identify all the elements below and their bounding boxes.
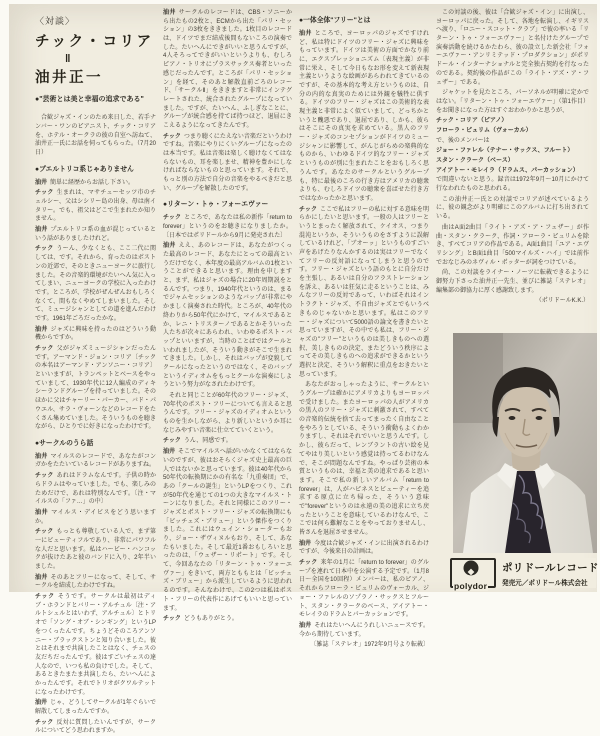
dialogue-paragraph: 油井 今度は合歓ジャズ・インに出演されるわけですが、今後来日の計画は。	[299, 540, 429, 556]
dialogue-paragraph: チック つまり聴くにたえない音楽だというわけですね。音楽にやりにくいグループになったのは本当です。私は音楽は楽しく聴けなくてはならないもの、耳を楽しませ、精神を豊かにしなければならないものと思っています。それで、もっと別の方法で自分の音楽をやるべきだと思い、グループを解散したのです。	[163, 133, 292, 192]
speaker-label: チック	[35, 246, 54, 253]
equals-mark: ‖	[65, 53, 71, 66]
dialogue-paragraph: 油井 簡単に経歴からお話し下さい。	[35, 179, 135, 186]
speaker-label: 油井	[163, 10, 176, 16]
speaker-label: 油井	[35, 700, 48, 707]
dialogue-paragraph: チック うーん、少なくとも、ここ二代に関しては、です。それから、育ったのはボストンの近郊で、そのときニューヨークに旅行しました。その音楽的環境がたいへん気に入ってしまい、ニューヨークの学校に入ったわけです。ところが、学校がぜんぜんおもしろくなくて、間もなくやめてしまいました。そして、ミュージシャンとしての道を進んだわけです。1961年ごろだったかな。	[35, 246, 156, 322]
speaker-label: 油井	[35, 453, 48, 460]
paragraph: 尚、この対談をライナー・ノーツに転載できるように御努力下さった油井正一先生、並びに雑誌「ステレオ」編集部の御協力に厚く感謝致します。	[436, 270, 589, 294]
dialogue-paragraph: 油井 サークルのレコードは、CBS・ソニーから出たもの2枚と、ECMから出た「パリ・セッション」の3枚をききました。1枚目のレコードは、ドイツでまだ結成後間もないころの演奏でした。たいへんにできがいいと思うんですが、4人そろってできがいいというよりも、むしろピアノ・トリオにプラスサックス奏者といった感じだったんです。ところが「パリ・セッション」を経て、そのあと解散直前ごろのレコード、「サークルⅡ」をききますと非常にインテグレートされた、統合されたグループになっていました。ですが、たいへん、ふしぎなことに、グループが統合感を持てば持つほど、退屈にきこえるようになってきたんです。	[163, 10, 292, 129]
dialogue-paragraph: チック 生まれは、マサチューセッツ市のチェルシー、父はシシリー島の出身、母は南イタリー。でも、祖父はどこで生まれたか知りません。	[35, 190, 157, 223]
speaker-label: 油井	[35, 326, 48, 333]
speaker-label: チック	[35, 719, 54, 726]
column-1	[35, 9, 157, 735]
speaker-label: チック	[299, 560, 318, 567]
chick-corea-photo	[453, 333, 597, 553]
distributor-line: 発売元／ポリドール株式会社	[502, 579, 588, 587]
speaker-label: チック	[299, 206, 318, 213]
interview-kicker: 〈対談〉	[35, 16, 76, 26]
paragraph: ジャケットを見たところ、パーソネルが明確に定かではない。「リターン・トゥ・フォーエヴァー」（第1作目）をお聞きになった方はすぐおわかりかと思うが、	[436, 90, 589, 114]
paragraph: この対談の後、彼は「合歓ジャズ・イン」に出演し、ヨーロッパに戻った。そして、各地を転演し、イギリスへ渡り、「ロニー・スコット・クラブ」で彼の率いる「リターン・トゥ・フォーエヴァー」と名付けたグループで演奏活動を続けるかたわら、彼の設立した新会社「フォーエヴァー・アンリミテッド・プロダクション」がポリドール・インターナショナルと完全独占契約を行なったのである。契約後の作品がこの「ライト・アズ・ア・フェザー」である。	[436, 10, 589, 86]
paragraph: それと同じことが60年代のフリー・ジャズ、70年代のポスト・フリーについても言えると思うんです。フリー・ジャズのイディオムというものを生かしながら、より新しいというか耳になじみやすい音楽に仕立てていくという。	[163, 393, 292, 434]
personnel-line: ジョー・ファレル（テナー・サックス、フルート）	[436, 148, 574, 155]
dialogue-paragraph: チック そうです。サークルは最初はディブ・ホランドとバリー・アルチュル〔注・アルトシュルとはいわず、アルチュル〕とトリオで「ソング・オブ・シンギング」というLPをつくったんです。ちょうどそのころアンソニー・ブラックストンと知り合いました。彼とはそれまで共演したことはなく、チェスの友だちだったんです。彼はすごいチェスの達人なので、いつも私の負けでした。そして、あるときたまたま共演したら、たいへんによかったんです。それでトリオがクワルテットになったわけです。	[35, 594, 156, 696]
speaker-label: 油井	[35, 574, 48, 581]
dialogue-paragraph: 油井 そこでマイルスへ話がいかなくてはならないのですが、彼はおそらくジャズ史上最高の巨人ではないかと思っています。彼は40年代から50年代の転換期にかの有名な「九重奏団」で、あの「クールの誕生」というLPをつくり、これが50年代を通じての1つの大きなマイルス・トーンになりました。それと同様にこのフリー・ジャズとポスト・フリー・ジャズの転換期にも「ビッチェズ・ブリュー」という傑作をつくりました。これにはウェイン・ショーターもおり、ジョー・ザヴィヌルもおり、そして、あなたもいました。そして最近1番おもしろいと思ったのは、「ウェザー・リポート」です。そして、今回あなたの「リターン・トゥ・フォーエヴァー」をきいて、両方とももとは「ビッチェズ・ブリュー」から派生しているように思われるのです。そんなわけで、この2つは私はポスト・フリーの代表作にあげてもいいと思っています。	[163, 449, 292, 612]
speaker-label: 油井	[299, 622, 312, 629]
paragraph: 曲はA面2曲目「ライト・アズ・ア・フェザー」が作曲・スタン・クラーク、作詞・フローラ・ピュリムを除き、すべてコリアの作品である。A面1曲目「ユア・エヴリシング」とB面1曲目「500マイルズ・ハイ」では前作でおなじみのネヴィル・ポッターが詞をつけている。	[436, 224, 589, 266]
section-heading: ●一体全体"フリー"とは	[299, 17, 371, 24]
personnel-line: フローラ・ピュリム（ヴォーカル）	[436, 127, 532, 134]
dialogue-paragraph: 油井 それはたいへんにうれしいニュースです。今から期待しています。	[299, 622, 429, 638]
dialogue-paragraph: 油井 マイルス・デイビスをどう思いますか。	[35, 509, 156, 525]
paragraph: この油井正一氏との対談でコリアが述べているように、彼の観念がより明確にこのアルバムに打ち出されている。	[436, 196, 589, 221]
dialogue-paragraph: チック ここで私はフリーの私に対する意味を明らかにしたいと思います。一般の人はフリーというとまったく解放されて、ケイオス、つまり混沌というか、そういうものをさすように誤解しているけれど、「ブオーッ」というものすごい声をあげたりなんかするのは実はフリーでなくてフリーの反対語になってしまうと思うのです。フリー・ジャズという語のもとに自分だけを主張し、あるいは自分のフラストレーションを訴え、あるいは狂気に走るということは、みんなフリーの反対であって、いわばそれはイントラクト・ジャズ、不自由ジャズとでもいうべきものじゃないかと思います。私はこのフリー・ジャズについて5000語の論文を書きたいと思っていますが、その中でも私は、フリー・ジャズの"フリー"というものは美しきものへの選択、美しきものの決定、またどういう秩序によってその美しきものへの追求ができるかという選択と決定、そういう解釈に重点をおきたいと思っています。	[299, 206, 429, 378]
liner-notes-page	[9, 4, 599, 735]
dialogue-paragraph: チック 反対に質問したいんですが、サークルについてどう思われますか。	[35, 719, 156, 735]
dialogue-paragraph: チック どうもありがとう。	[163, 616, 238, 623]
speaker-label: 油井	[35, 509, 49, 516]
personnel-line: チック・コリア（ピアノ）	[436, 118, 508, 125]
speaker-label: 油井	[35, 179, 48, 186]
paragraph: 合歓ジャズ・インのため来日した、若手ナンバー・ワンのピアニスト、チック・コリアを、ホテル・オークラの彼の自室へ訪ねて、油井正一氏にお話を伺ってもらった。（7月20日）	[35, 115, 157, 157]
dialogue-paragraph: 油井 そのあとフリーになって、そして、サークルを結成したわけですね。	[35, 574, 156, 590]
section-heading: ●サークルのうら話	[35, 439, 94, 447]
speaker-label: 油井	[163, 449, 176, 456]
dialogue-paragraph: 油井 ジャズに興味を持ったのはどういう動機からですか。	[35, 326, 156, 342]
credit-line: （ポリドールK.K.）	[535, 298, 589, 305]
personnel-line: アイアトー・モレイラ（ドラムス、パーカッション）	[436, 167, 579, 174]
speaker-label: チック	[163, 438, 181, 445]
speaker-label: チック	[35, 529, 54, 536]
record-disc-icon	[452, 560, 490, 582]
dialogue-paragraph: チック ところで、あなたは私の新作「return to forever」というのをお聴きになりましたか。〔日本ではポリドールから9月に発売された〕	[163, 215, 292, 239]
column-3	[299, 9, 430, 649]
catchphrase: ●"芸術とは美と幸福の追求である"	[35, 96, 144, 104]
speaker-label: 油井	[299, 30, 312, 37]
speaker-label: チック	[163, 215, 182, 222]
speaker-label: 油井	[299, 540, 312, 547]
dialogue-paragraph: 油井 ところで、ヨーロッパのジャズですけれど、私は特にドイツのフリー・ジャズに興味をもっています。ドイツは美術の方面でかなり前に、エクスプレッショニズム〔表現主義〕が非常に栄え、そして今日もなお形を変えて新表現主義というような絵画があらわれてきているのですが、その基本的な考え方というものは、自分の内的な真実のためには外観を犠牲に供する。ドイツのフリー・ジャズはこの美術的な表現主義と非常によく似ていまして、どっちかというと醜悪であり、退屈であり、しかも、彼らはそこにその真実を求めている。黒人のフリー・ジャズのコンセプションがドイツのミュージシャンに影響して、がんじがらめの楽典的なものから、いわゆるドイツ的なフリー・ジャズというものが別に生まれたことをおもしろく思うんです。あなたのサークルというグループも、特に最後のころの行き方はアメリカの聴衆よりも、むしろドイツの聴衆を喜ばせた行き方ではなかったかと思います。	[299, 30, 429, 202]
polydor-logo	[450, 558, 496, 591]
dialogue-paragraph: 油井 プエルトリコ系の血が混じっているという話がありましたけれど。	[35, 227, 156, 242]
speaker-label: チック	[35, 190, 54, 197]
credit-line: 〔雑誌「ステレオ」1972年9月号より転載〕	[310, 642, 429, 649]
interviewer-name: 油井正一	[35, 70, 103, 87]
paragraph: で、後のメンバーは	[436, 137, 490, 144]
dialogue-paragraph: 油井 じゃ、どうしてサークルが1年ぐらいで解散してしまったんですか。	[35, 700, 156, 715]
speaker-label: チック	[163, 616, 181, 623]
speaker-label: 油井	[163, 243, 176, 250]
speaker-label: チック	[35, 594, 55, 601]
label-name: ポリドールレコード	[502, 561, 599, 574]
column-2	[163, 9, 292, 623]
paragraph: あなたがおっしゃったように、サークルというグループは確かにアメリカよりもヨーロッパで受けました。またヨーロッパの人がアメリカの黒人のフリー・ジャズに刺激されて、すべての音楽的伝統を捨て去ってまったく自由なことをやろうとしている、そういう衝動もよくわかりますし、それはそれでいいと思うんです。しかし、彼らだって、レンブラントの古い絵を見てやはり美しいという感覚は持ってるわけなんで、そこが問題なんですね。やっぱり芸術の本質というものは、幸福と美の追求であると思います。そこで私の新しいアルバム「return to forever」は、人がハピネスとビューティーを追求する原点に立ち帰った、そういう意味で"forever"というのは永遠の美の追求に立ち戻ったということを意味しているわけなんで、ここでは何ら難解なことをやっておりませんし、皆さんを退屈させません。	[299, 382, 429, 537]
dialogue-paragraph: チック うん、同感です。	[163, 438, 232, 445]
title-block	[35, 15, 156, 105]
publisher-text	[502, 560, 599, 587]
polydor-logo-text: polydor	[454, 581, 488, 591]
dialogue-paragraph: チック 父がジャズミュージシャンだったんです。アーマンド・ジョン・コリア〔チックの本名はアーマンド・アンソニー・コリア〕といいますが、トランペットとベースをやっていまして、1930年代に12人編成のディキシーランドグループを持っていました。そのほかに父はチャーリー・パーカー、バド・パウエル、サラ・ヴォーンなどのレコードをたくさん集めていました。そういうものを聴きながら、ひとりでに好きになったわけです。	[35, 346, 156, 431]
speaker-label: チック	[35, 346, 54, 353]
dialogue-paragraph: 油井 マイルスのレコードで、あなたがコンガかをたたいているレコードがありますね。	[35, 453, 156, 469]
dialogue-paragraph: 油井 ええ、あのレコードは、あなたがつくった最高のレコード、あなたにとっての最高というだけでなく、本年度の最高アルバムの1枚ということができると思います。理由を申しますと、まず、私はジャズの場合に20年周期説をとるんです。つまり、1940年代というのは、まるでジャムセッションのようなバップが非常にやかましく演奏された時代。ところが、40年代の終わりから50年代にかけて、マイルスであるとか、レニ・トリスターノであるとかそういった人たちが次々にあらわれ、いわゆるポスト・バップといいますが、当時のことばではクールといわれましたが、そういう動きがそこで生まれてきました。しかし、それはバップが変貌してクールになったというのではなく、そのバップというイディオムをもっとクールな演奏にしようという努力がなされたわけです。	[163, 243, 292, 389]
dialogue-paragraph: チック 来年の1月に「return to forever」のグループを連れて日本中を公演する予定です。（1月8日～全国を10回程）メンバーは、私のピアノ、それからフローラ・ピュリムのヴォーカル、ジョー・ファレルのソプラノ・サックスとフルート、スタン・クラークのベース、アイアトー・モレイラのドラムとパーカッションです。	[299, 560, 430, 619]
dialogue-paragraph: チック もっとも尊敬している人で、まず第一にビューティフルであり、非常にパワフルな人だと思います。私はハービー・ハンコックが抜けたあと彼のバンドに入り、2年半いました。	[35, 529, 156, 570]
publisher-block	[450, 558, 599, 591]
speaker-label: チック	[163, 133, 181, 140]
dialogue-paragraph: チック あれはドラムなんです。子供の時からドラムはやっていました。でも、楽しみのためだけで、あれは特別なんです。〔注・マイルスの「ファ…」の中〕	[35, 473, 156, 506]
paragraph: で間違いないと思う。録音は1972年9月～10月にかけて行なわれたものと思われる。	[436, 177, 589, 193]
speaker-label: 油井	[35, 227, 48, 234]
personnel-line: スタン・クラーク（ベース）	[436, 158, 514, 164]
speaker-label: チック	[35, 473, 54, 480]
section-heading: ●リターン・トゥ・フォーエヴァー	[163, 201, 269, 209]
interviewee-name: チック・コリア	[35, 34, 154, 51]
section-heading: ●プエルトリコ系じゃありません	[35, 165, 134, 173]
